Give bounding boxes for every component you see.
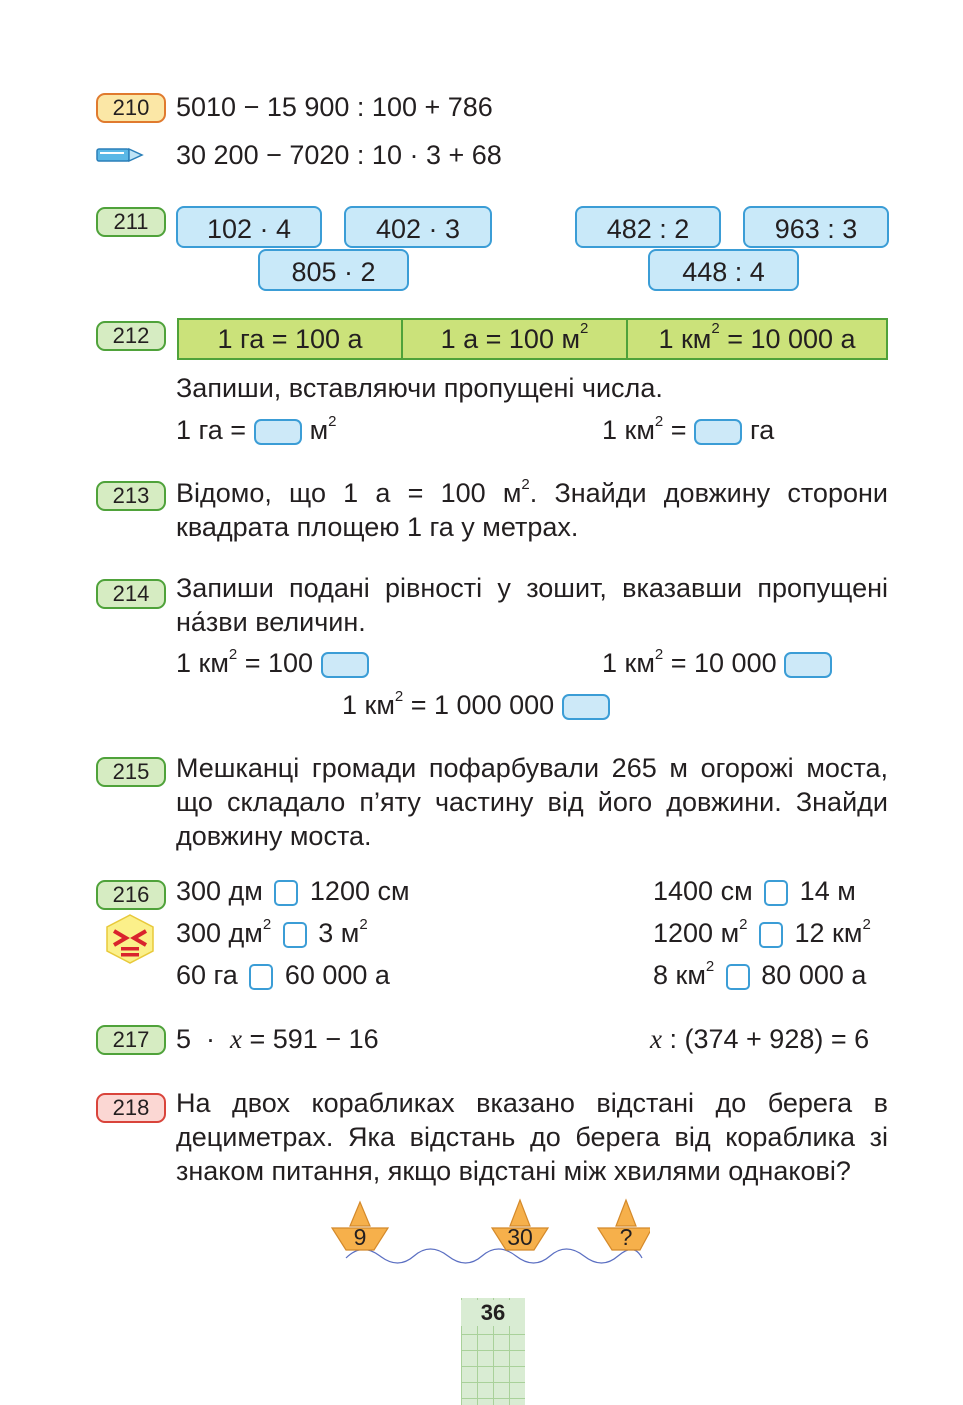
compare-box xyxy=(726,964,750,990)
compare-box xyxy=(249,964,273,990)
boat-label: ? xyxy=(619,1224,633,1250)
cmp-text: 1200 м xyxy=(653,918,740,948)
units-text: = 10 000 а xyxy=(719,324,856,354)
answer-blank xyxy=(784,652,832,678)
eq-text: 5 · xyxy=(176,1024,231,1054)
equation-214-2 xyxy=(602,646,832,680)
expression-210-2: 30 200 − 7020 : 10 · 3 + 68 xyxy=(176,140,502,170)
superscript: 2 xyxy=(521,476,530,493)
cmp-text: 8 км xyxy=(653,960,706,990)
expression-bubble: 805 · 2 xyxy=(258,249,409,291)
eq-text: 1 км xyxy=(176,648,229,678)
eq-text: = 100 xyxy=(237,648,321,678)
superscript: 2 xyxy=(711,320,720,337)
answer-blank xyxy=(562,694,610,720)
compare-box xyxy=(759,922,783,948)
cmp-text: 60 000 а xyxy=(284,960,390,990)
superscript: 2 xyxy=(654,413,664,430)
wave-line xyxy=(346,1249,642,1263)
boats-illustration xyxy=(330,1198,650,1284)
compare-216-r1 xyxy=(653,874,856,908)
equation-212-right xyxy=(602,413,774,447)
cmp-text: 300 дм xyxy=(176,918,263,948)
units-cell xyxy=(179,320,403,358)
cmp-text: 1400 см xyxy=(653,876,753,906)
compare-216-l1 xyxy=(176,874,410,908)
boat-label: 30 xyxy=(507,1224,533,1250)
text-part: Відомо, що 1 а = 100 м xyxy=(176,478,522,508)
task-number-216: 216 xyxy=(96,880,166,910)
cmp-text: 14 м xyxy=(799,876,856,906)
compare-box xyxy=(283,922,307,948)
equation-217-right xyxy=(650,1022,869,1056)
superscript: 2 xyxy=(359,916,368,933)
task-text-218: На двох корабликах вказано відстані до берега в дециметрах. Яка відстань до берега від кораблика зі знаком питання, якщо відстані між хвилями однакові? xyxy=(176,1088,888,1186)
superscript: 2 xyxy=(328,413,337,430)
answer-blank xyxy=(694,419,742,445)
expression-bubble: 402 · 3 xyxy=(344,206,492,248)
eq-text: 1 км xyxy=(342,690,395,720)
variable-x: x xyxy=(230,1024,242,1054)
eq-text: га xyxy=(750,415,775,445)
instruction-212: Запиши, вставляючи пропущені числа. xyxy=(176,373,663,403)
expression-bubble: 963 : 3 xyxy=(743,206,889,248)
expression-bubble: 482 : 2 xyxy=(575,206,721,248)
cmp-text: 1200 см xyxy=(309,876,410,906)
cmp-text: 3 м xyxy=(318,918,360,948)
compare-216-r3 xyxy=(653,958,866,992)
task-text-213 xyxy=(176,476,888,544)
cmp-text: 80 000 а xyxy=(761,960,867,990)
units-cell xyxy=(628,320,886,358)
page-number-block xyxy=(461,1298,525,1405)
compare-box xyxy=(764,880,788,906)
units-text: 1 га = 100 а xyxy=(217,324,363,354)
boat-label: 9 xyxy=(353,1224,367,1250)
task-number-212: 212 xyxy=(96,321,166,351)
eq-text: 1 км xyxy=(602,415,655,445)
expression-bubble: 448 : 4 xyxy=(648,249,799,291)
variable-x: x xyxy=(650,1024,662,1054)
cmp-text: 300 дм xyxy=(176,876,263,906)
eq-text: = xyxy=(663,415,695,445)
eq-text: м xyxy=(309,415,329,445)
expression-bubble: 102 · 4 xyxy=(176,206,322,248)
task-number-213: 213 xyxy=(96,481,166,511)
task-number-210: 210 xyxy=(96,93,166,123)
superscript: 2 xyxy=(262,916,272,933)
task-number-217: 217 xyxy=(96,1025,166,1055)
answer-blank xyxy=(254,419,302,445)
task-text-214: Запиши подані рівності у зошит, вказавши пропущені на́зви величин. xyxy=(176,573,888,637)
units-table xyxy=(177,318,888,360)
eq-text: 1 га = xyxy=(176,415,254,445)
text-part: . Знайди довжину сторони квадрата площею 1 га у метрах. xyxy=(176,478,888,542)
expression-210-1: 5010 − 15 900 : 100 + 786 xyxy=(176,92,493,122)
answer-blank xyxy=(321,652,369,678)
equation-214-3 xyxy=(342,688,610,722)
equation-212-left xyxy=(176,413,336,447)
compare-216-l2 xyxy=(176,916,368,950)
task-number-215: 215 xyxy=(96,757,166,787)
eq-text: = 1 000 000 xyxy=(403,690,562,720)
task-number-211: 211 xyxy=(96,207,166,237)
units-cell xyxy=(403,320,628,358)
superscript: 2 xyxy=(654,646,664,663)
compare-signs-icon xyxy=(104,913,156,970)
superscript: 2 xyxy=(705,958,715,975)
page-number: 36 xyxy=(461,1300,525,1326)
eq-text: = 10 000 xyxy=(663,648,785,678)
compare-216-r2 xyxy=(653,916,871,950)
superscript: 2 xyxy=(394,688,404,705)
units-text: 1 км xyxy=(658,324,712,354)
pencil-icon xyxy=(96,144,144,171)
eq-text: = 591 − 16 xyxy=(242,1024,379,1054)
cmp-text: 12 км xyxy=(794,918,863,948)
units-text: 1 а = 100 м xyxy=(440,324,581,354)
task-number-218: 218 xyxy=(96,1093,166,1123)
task-text-215: Мешканці громади пофарбували 265 м огорожі моста, що складало п’яту частину від його довжини. Знайди довжину моста. xyxy=(176,753,888,851)
superscript: 2 xyxy=(580,320,589,337)
equation-214-1 xyxy=(176,646,369,680)
compare-216-l3 xyxy=(176,958,390,992)
cmp-text: 60 га xyxy=(176,960,238,990)
task-number-214: 214 xyxy=(96,579,166,609)
superscript: 2 xyxy=(739,916,748,933)
equation-217-left xyxy=(176,1022,379,1056)
superscript: 2 xyxy=(228,646,238,663)
superscript: 2 xyxy=(862,916,871,933)
eq-text: : (374 + 928) = 6 xyxy=(661,1024,870,1054)
compare-box xyxy=(274,880,298,906)
eq-text: 1 км xyxy=(602,648,655,678)
